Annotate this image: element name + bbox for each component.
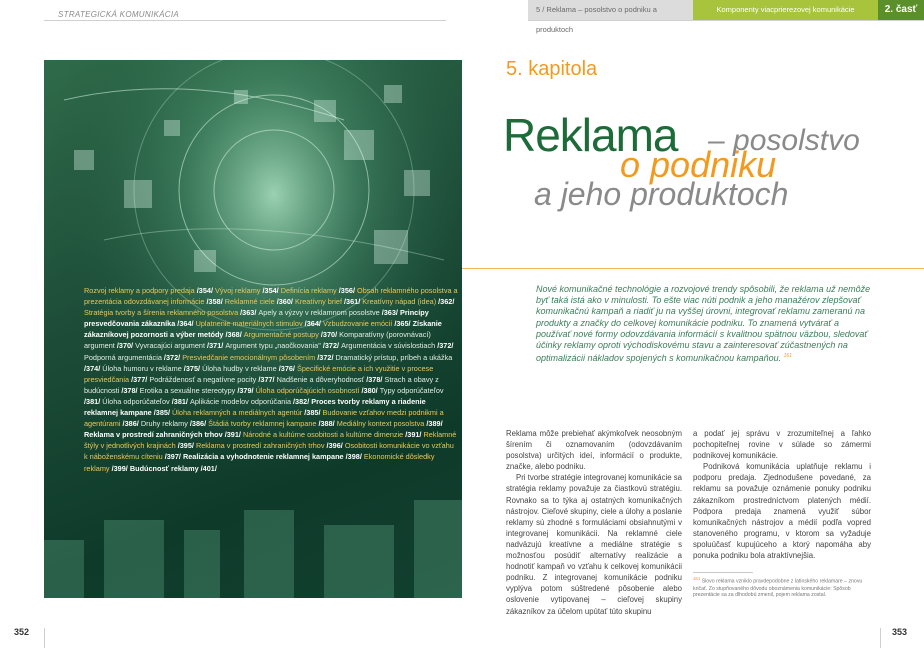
toc-entry: Realizácia a vyhodnotenie reklamnej kampane [182,452,346,462]
toc-entry: /391/ [224,430,243,440]
running-header-left: STRATEGICKÁ KOMUNIKÁCIA [58,10,179,19]
section-divider [462,268,924,269]
toc-entry: Mediálny kontext posolstva [336,419,427,429]
toc-entry: /396/ [326,441,345,451]
running-header-chapter: 5 / Reklama – posolstvo o podniku a produktoch [528,0,693,20]
toc-entry: Komparatívny (porovnávací) argument [84,330,431,351]
chapter-contents-list [84,285,458,474]
toc-entry: /397/ [164,452,183,462]
chapter-title-main: Reklama [503,109,678,161]
page-number-left: 352 [14,627,30,637]
toc-entry: Dramatický prístup, príbeh a ukážka [335,352,453,362]
toc-entry: Vzbudzovanie emócií [322,319,395,329]
body-paragraph: a podať jej správu v zrozumiteľnej a ľahko pochopiteľnej rovine v súlade so zámermi podnikovej komunikácie. [693,429,871,461]
toc-entry: /377/ [131,374,150,384]
toc-entry: /388/ [318,419,337,429]
toc-entry: /363/ [240,308,259,318]
toc-entry: Reklamné štýly v jednotlivých krajinách [84,430,457,451]
toc-entry: /382/ [293,396,312,406]
toc-entry: Rozvoj reklamy a podpory predaja [84,286,197,295]
chapter-title-rest: – posolstvo [708,124,860,157]
chapter-number: 5. kapitola [506,58,598,80]
toc-entry: Podráždenosť a negatívne pocity [149,374,259,384]
lead-text: Nové komunikačné technológie a rozvojové trendy spôsobili, že reklama už nemôže byť taká istá ako v minulosti. To ešte viac núti podnik a jeho manažérov zlepšovať komunikačnú kampaň a riadiť ju na vyššej úrovni, integrovať reklamu zameranú na produkty a značky do celkovej komunikácie podniku. To znamená vytvárať a používať nové formy odovzdávania informácií s kvalitnou spätnou väzbou, sledovať účinky reklamy oproti východiskovému stavu a zainteresovať zúčastnených na optimalizácii nákladov spojených s komunikačnou kampaňou. [536,284,871,364]
footnote-rule [693,572,753,573]
toc-entry: Úloha odporúčateľov [102,396,172,406]
toc-entry: Reklamné ciele [224,297,277,307]
toc-entry: Typy odporúčateľov [379,385,444,395]
footnote-mark: 161 [693,576,701,581]
toc-entry: /377/ [258,374,277,384]
toc-entry: Strach a obavy z budúcnosti [84,374,439,395]
toc-entry: Argument typu „naočkovania" [225,341,323,351]
toc-entry: Vývoj reklamy [215,286,263,295]
toc-entry: Národné a kultúrne osobitosti a kultúrne dimenzie [242,430,406,440]
toc-entry: Úloha reklamných a mediálnych agentúr [172,408,305,418]
toc-entry: /370/ [116,341,136,351]
toc-entry: Úloha humoru v reklame [102,363,184,373]
toc-entry: Budúcnosť reklamy [129,463,201,473]
toc-entry: Reklama v prostredí zahraničných trhov [84,430,225,440]
toc-entry: Získanie zákazníkovej pozornosti a výber metódy [84,319,442,340]
toc-entry: /395/ [177,441,196,451]
toc-entry: /374/ [84,363,103,373]
toc-entry: Uplatnenie materiálnych stimulov [195,319,305,329]
toc-entry: Budovanie vzťahov medzi podnikmi a agentúrami [84,408,444,429]
toc-entry: /358/ [206,297,225,307]
toc-entry: Argumentačné postupy [243,330,321,340]
toc-entry: /356/ [338,286,358,295]
toc-entry: Špecifické emócie a ich využitie v procese presviedčania [84,363,434,384]
chapter-title-line2: o podniku [620,144,777,185]
running-header-part: 2. časť [878,0,924,20]
footnote-text: Slovo reklama vzniklo pravdepodobne z latinského reklamare – znovu kričať. Zo stupňovaného dôvodu oboznámenia komunikácie: Spôsob prezentácie sa za dlhodobú zmenil, pojem reklama zostal. [693,578,863,599]
toc-entry: Vyvracajúci argument [135,341,208,351]
lead-footnote-ref: 161 [783,353,792,360]
toc-entry: Ekonomické dôsledky reklamy [84,452,435,473]
toc-entry: Stratégia tvorby a šírenia reklamného posolstva [84,308,241,318]
toc-entry: /379/ [237,385,256,395]
toc-entry: Erotika a sexuálne stereotypy [139,385,238,395]
body-column-2 [693,428,871,561]
toc-entry: /362/ [438,297,455,307]
toc-entry: /372/ [437,341,454,351]
body-paragraph: Pri tvorbe stratégie integrovanej komunikácie sa stratégia reklamy považuje za čiastkovú stratégiu. Rovnako sa to týka aj ostatných komunikačných nástrojov. Cieľové skupiny, ciele a úlohy a poslanie reklamy sú zhodné s formuláciami obsiahnutými v integrovanej komunikácii. Na reklamné ciele nadväzujú kreatívne a mediálne stratégie s možnosťou posúdiť alternatívy realizácie a hodnotiť kampaň vo vzťahu k celkovej komunikácii podniku. Z integrovanej komunikácie podniku vyplýva potom súštredené pôsobenie alebo oslovenie vytipovanej – cieľovej skupiny zákazníkov za účelom upútať túto skupinu [506,473,682,616]
running-header-section: Komponenty viacprierezovej komunikácie [693,0,878,20]
toc-entry: /365/ [394,319,413,329]
toc-entry: Princípy presvedčovania zákazníka [84,308,429,329]
toc-entry: Štádiá tvorby reklamnej kampane [208,419,319,429]
toc-entry: Nadšenie a dôveryhodnosť [276,374,367,384]
toc-entry: /401/ [200,463,217,473]
toc-entry: Apely a výzvy v reklamnom posolstve [258,308,382,318]
page-number-right: 353 [892,627,908,637]
toc-entry: /381/ [171,396,190,406]
toc-entry: /372/ [322,341,342,351]
toc-entry: /360/ [276,297,295,307]
toc-entry: /364/ [177,319,196,329]
toc-entry: /372/ [317,352,336,362]
toc-entry: Úloha hudby v reklame [202,363,279,373]
toc-entry: Obsah reklamného posolstva a prezentácia odovzdávanej informácie [84,286,458,307]
toc-entry: Reklama v prostredí zahraničných trhov [195,441,327,451]
toc-entry: /389/ [426,419,443,429]
toc-entry: /391/ [405,430,424,440]
toc-entry: Kreatívny nápad (idea) [362,297,439,307]
toc-entry: /398/ [345,452,364,462]
toc-entry: /399/ [111,463,130,473]
toc-entry: Úloha odporúčajúcich osobností [255,385,362,395]
toc-entry: /381/ [84,396,103,406]
toc-entry: /368/ [225,330,244,340]
toc-entry: Druhy reklamy [140,419,190,429]
toc-entry: Podporná argumentácia [84,352,164,362]
header-rule-right [528,20,924,21]
toc-entry: /354/ [262,286,281,295]
body-paragraph: Podniková komunikácia uplatňuje reklamu i podporu predaja. Zjednodušene povedané, za reklamu sa považuje oznámenie ponuky podniku zákazníkom prostredníctvom platených médií. Podpora predaja znamená využiť súbor komunikačných nástrojov a médií podľa vopred stanoveného programu, v ktorom sa vyžaduje spoluúčasť kupujúceho a ktorý napomáha aby ponuka podniku bola atraktívnejšia. [693,462,871,561]
toc-entry: /385/ [153,408,173,418]
toc-entry: /378/ [121,385,140,395]
toc-entry: /363/ [381,308,400,318]
toc-entry: /361/ [344,297,363,307]
toc-entry: /372/ [163,352,183,362]
toc-entry: /378/ [366,374,385,384]
body-column-1 [506,428,682,617]
header-rule-left [44,20,446,21]
toc-entry: Osobitosti komunikácie vo vzťahu k náboženskému cíteniu [84,441,454,462]
toc-entry: /386/ [122,419,141,429]
lead-paragraph [536,284,872,364]
toc-entry: /354/ [196,286,216,295]
body-paragraph: Reklama môže prebiehať akýmkoľvek neosobným šírením či oznamovaním (odovzdávaním posolstva) určitých ideí, informácií o produkte, značke, alebo podniku. [506,429,682,472]
chapter-title-line3: a jeho produktoch [534,176,789,212]
toc-entry: Presviedčanie emocionálnym pôsobením [182,352,318,362]
toc-entry: Definícia reklamy [280,286,339,295]
toc-entry: /376/ [278,363,297,373]
toc-entry: Aplikácie modelov odporúčania [190,396,294,406]
toc-entry: /370/ [320,330,340,340]
toc-entry: /371/ [207,341,226,351]
toc-entry: /375/ [183,363,203,373]
toc-entry: /385/ [304,408,323,418]
toc-entry: /364/ [304,319,323,329]
footnote [693,576,873,599]
toc-entry: Kreatívny brief [294,297,345,307]
chapter-image-panel [44,60,462,598]
page-edge-rule-right [880,628,881,648]
toc-entry: /386/ [189,419,209,429]
toc-entry: /380/ [361,385,380,395]
page-edge-rule-left [44,628,45,648]
toc-entry: Proces tvorby reklamy a riadenie reklamnej kampane [84,396,426,418]
toc-entry: Argumentácia v súvislostiach [341,341,438,351]
